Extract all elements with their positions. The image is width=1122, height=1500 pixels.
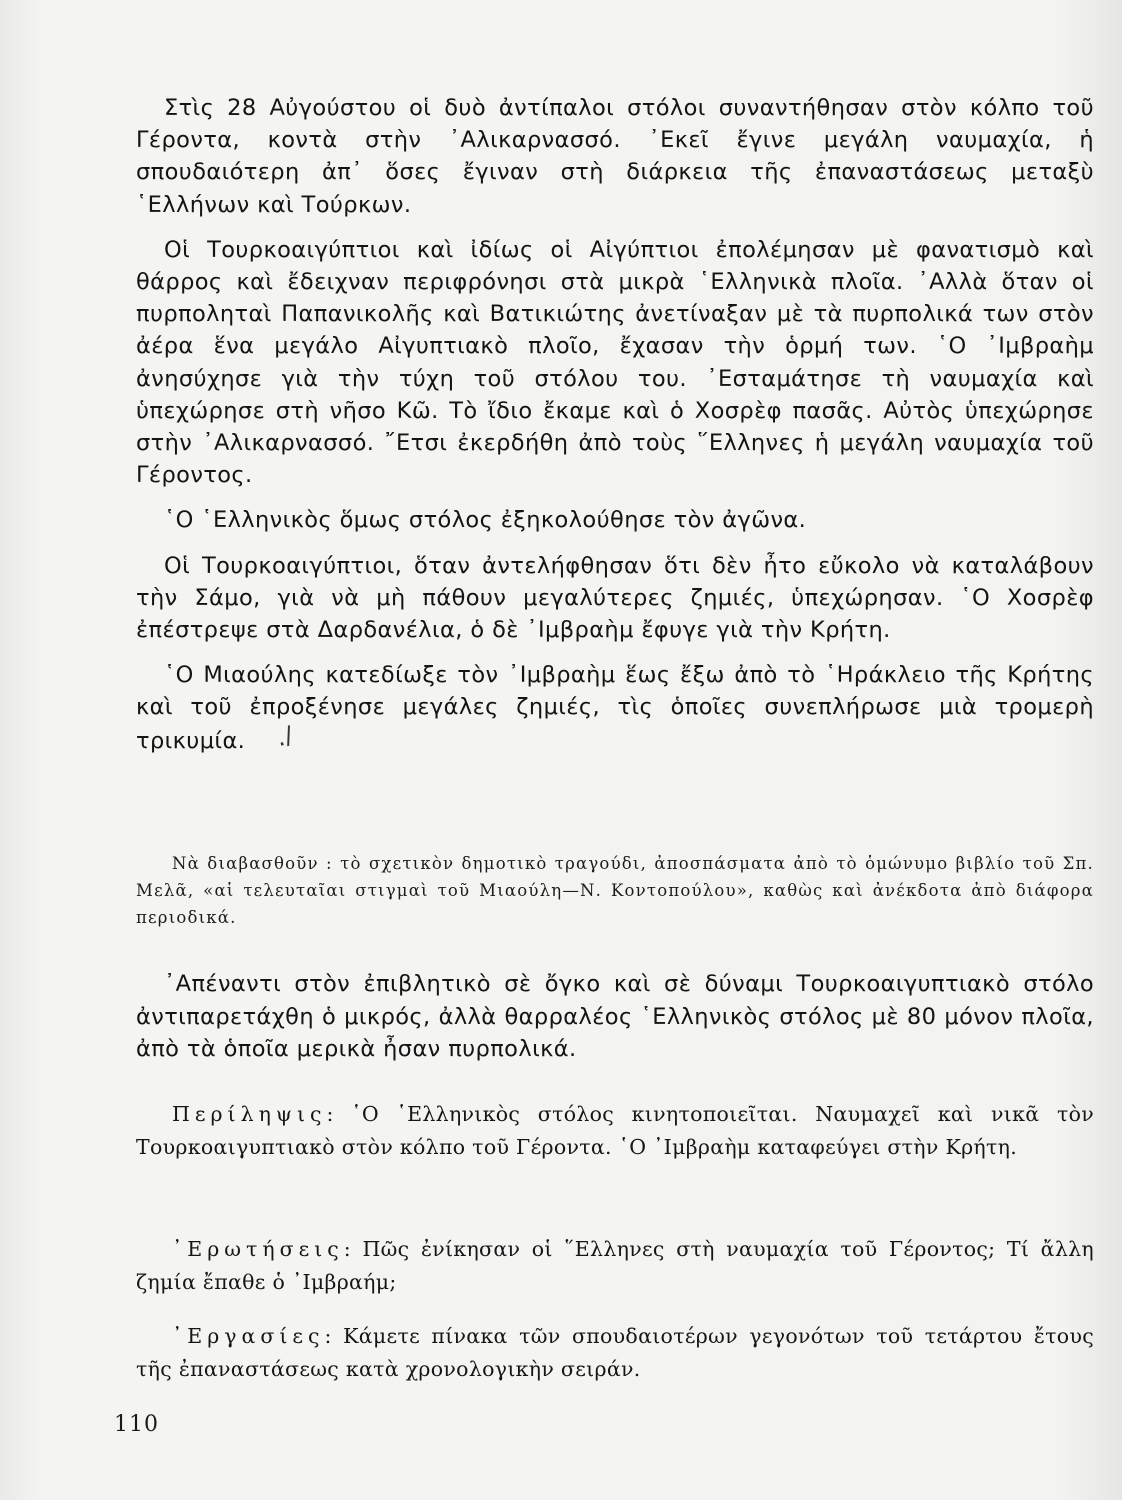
- main-text: [136, 92, 1094, 770]
- paragraph-5: [136, 659, 1094, 757]
- reading-note: [136, 850, 1094, 931]
- assignments-separator: :: [324, 1324, 332, 1348]
- questions-text: Πῶς ἐνίκησαν οἱ ῞Ελληνες στὴ ναυμαχία τοῦ Γέροντος; Τί ἄλλη ζημία ἔπαθε ὁ ᾽Ιμβραήμ;: [136, 1237, 1094, 1294]
- paragraph-4: Οἱ Τουρκοαιγύπτιοι, ὅταν ἀντελήφθησαν ὅτι δὲν ἦτο εὔκολο νὰ καταλάβουν τὴν Σάμο, γιὰ νὰ μὴ πάθουν μεγαλύτερες ζημιές, ὑπεχώρησαν. ῾Ο Χοσρὲφ ἐπέστρεψε στὰ Δαρδανέλια, ὁ δὲ ᾽Ιμβραὴμ ἔφυγε γιὰ τὴν Κρήτη.: [136, 552, 1094, 644]
- questions-section: [136, 1233, 1094, 1299]
- questions-separator: :: [343, 1237, 351, 1261]
- paragraph-2: Οἱ Τουρκοαιγύπτιοι καὶ ἰδίως οἱ Αἰγύπτιοι ἐπολέμησαν μὲ φανατισμὸ καὶ θάρρος καὶ ἔδειχναν περιφρόνησι στὰ μικρὰ ῾Ελληνικὰ πλοῖα. ᾽Αλλὰ ὅταν οἱ πυρποληταὶ Παπανικολῆς καὶ Βατικιώτης ἀνετίναξαν μὲ τὰ πυρπολικά των στὸν ἀέρα ἕνα μεγάλο Αἰγυπτιακὸ πλοῖο, ἔχασαν τὴν ὁρμή των. ῾Ο ᾽Ιμβραὴμ ἀνησύχησε γιὰ τὴν τύχη τοῦ στόλου του. ᾽Εσταμάτησε τὴ ναυμαχία καὶ ὑπεχώρησε στὴ νῆσο Κῶ. Τὸ ἴδιο ἔκαμε καὶ ὁ Χοσρὲφ πασᾶς. Αὐτὸς ὑπεχώρησε στὴν ᾽Αλικαρνασσό. ῎Ετσι ἐκερδήθη ἀπὸ τοὺς ῞Ελληνες ἡ μεγάλη ναυμαχία τοῦ Γέροντος.: [136, 236, 1094, 489]
- paragraph-1: Στὶς 28 Αὐγούστου οἱ δυὸ ἀντίπαλοι στόλοι συναντήθησαν στὸν κόλπο τοῦ Γέροντα, κοντὰ στὴν ᾽Αλικαρνασσό. ᾽Εκεῖ ἔγινε μεγάλη ναυμαχία, ἡ σπουδαιότερη ἀπ᾽ ὅσες ἔγιναν στὴ διάρκεια τῆς ἐπαναστάσεως μεταξὺ ῾Ελλήνων καὶ Τούρκων.: [136, 95, 1094, 218]
- perilipsis-text: ῾Ο ῾Ελληνικὸς στόλος κινητοποιεῖται. Ναυμαχεῖ καὶ νικᾶ τὸν Τουρκοαιγυπτιακὸ στὸν κόλπο τοῦ Γέροντα. ῾Ο ᾽Ιμβραὴμ καταφεύγει στὴν Κρήτη.: [136, 1102, 1094, 1159]
- reading-note-text: Νὰ διαβασθοῦν : τὸ σχετικὸν δημοτικὸ τραγούδι, ἀποσπάσματα ἀπὸ τὸ ὁμώνυμο βιβλίο τοῦ Σπ. Μελᾶ, «αἱ τελευταῖαι στιγμαὶ τοῦ Μιαούλη—Ν. Κοντοπούλου», καθὼς καὶ ἀνέκδοτα ἀπὸ διάφορα περιοδικά.: [136, 854, 1094, 927]
- page-number: 110: [114, 1412, 159, 1437]
- questions-paragraph: [136, 1233, 1094, 1299]
- perilipsis-paragraph: [136, 1098, 1094, 1164]
- paragraph-3: ῾Ο ῾Ελληνικὸς ὅμως στόλος ἐξηκολούθησε τὸν ἀγῶνα.: [164, 507, 807, 534]
- assignments-section: [136, 1320, 1094, 1386]
- summary-paragraph: [136, 968, 1094, 1066]
- assignments-label: ᾽Εργασίες: [172, 1324, 325, 1348]
- perilipsis-section: [136, 1098, 1094, 1164]
- assignments-paragraph: [136, 1320, 1094, 1386]
- paragraph-5-text: ῾Ο Μιαούλης κατεδίωξε τὸν ᾽Ιμβραὴμ ἕως ἔξω ἀπὸ τὸ ῾Ηράκλειο τῆς Κρήτης καὶ τοῦ ἐπροξένησε μεγάλες ζημιές, τὶς ὁποῖες συνεπλήρωσε μιὰ τρομερὴ τρικυμία.: [136, 662, 1094, 754]
- handwritten-end-mark: ./: [273, 720, 297, 752]
- perilipsis-separator: :: [326, 1102, 334, 1126]
- perilipsis-label: Περίληψις: [172, 1102, 327, 1126]
- summary-text: ᾽Απέναντι στὸν ἐπιβλητικὸ σὲ ὄγκο καὶ σὲ δύναμι Τουρκοαιγυπτιακὸ στόλο ἀντιπαρετάχθη ὁ μικρός, ἀλλὰ θαρραλέος ῾Ελληνικὸς στόλος μὲ 80 μόνον πλοῖα, ἀπὸ τὰ ὁποῖα μερικὰ ἦσαν πυρπολικά.: [136, 971, 1094, 1062]
- questions-label: ᾽Ερωτήσεις: [172, 1237, 344, 1261]
- assignments-text: Κάμετε πίνακα τῶν σπουδαιοτέρων γεγονότων τοῦ τετάρτου ἔτους τῆς ἐπαναστάσεως κατὰ χρονολογικὴν σειράν.: [136, 1324, 1094, 1381]
